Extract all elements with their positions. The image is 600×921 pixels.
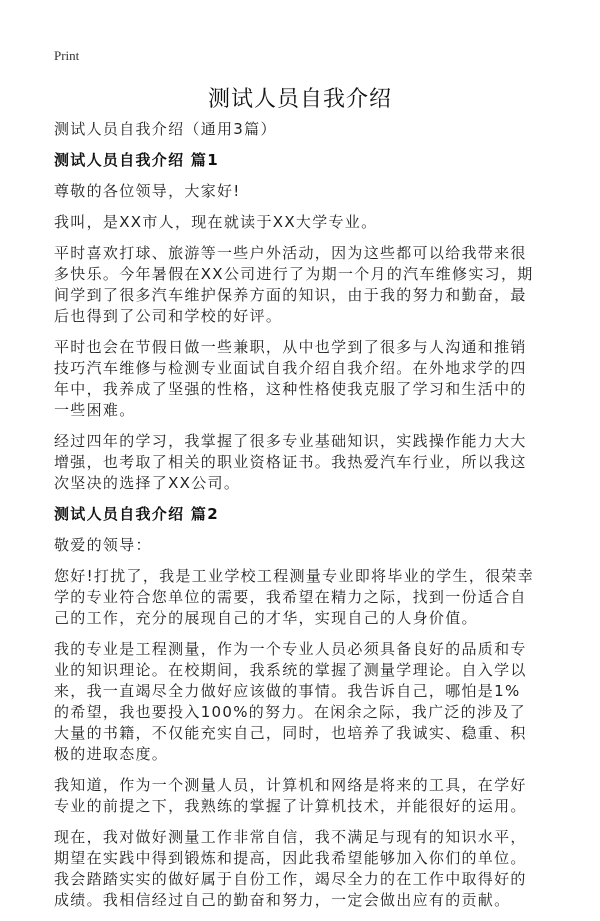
paragraph: 尊敬的各位领导，大家好! <box>54 182 241 200</box>
paragraph: 平时也会在节假日做一些兼职，从中也学到了很多与人沟通和推销技巧汽车维修与检测专业面试自我介绍自我介绍。在外地求学的四年中，我养成了坚强的性格，这种性格使我克服了学习和生活中的一些困难。 <box>54 338 527 419</box>
page-title: 测试人员自我介绍 <box>207 87 392 112</box>
paragraph: 经过四年的学习，我掌握了很多专业基础知识，实践操作能力大大增强，也考取了相关的职业资格证书。我热爱汽车行业，所以我这次坚决的选择了XX公司。 <box>54 432 527 492</box>
paragraph: 我的专业是工程测量，作为一个专业人员必须具备良好的品质和专业的知识理论。在校期间，我系统的掌握了测量学理论。自入学以来，我一直竭尽全力做好应该做的事情。我告诉自己，哪怕是1%的希望，我也要投入100%的努力。在闲余之际，我广泛的涉及了大量的书籍，不仅能充实自己，同时，也培养了我诚实、稳重、积极的进取态度。 <box>54 640 527 763</box>
document-body <box>54 119 536 921</box>
paragraph: 现在，我对做好测量工作非常自信，我不满足与现有的知识水平，期望在实践中得到锻炼和提高，因此我希望能够加入你们的单位。我会踏踏实实的做好属于自份工作，竭尽全力的在工作中取得好的成绩。我相信经过自己的勤奋和努力，一定会做出应有的贡献。 <box>54 828 527 909</box>
document-subtitle: 测试人员自我介绍（通用3篇） <box>54 120 277 138</box>
paragraph: 平时喜欢打球、旅游等一些户外活动，因为这些都可以给我带来很多快乐。今年暑假在XX公司进行了为期一个月的汽车维修实习，期间学到了很多汽车维护保养方面的知识，由于我的努力和勤奋，最后也得到了公司和学校的好评。 <box>54 244 534 325</box>
section-heading: 测试人员自我介绍 篇1 <box>54 151 219 169</box>
paragraph: 我叫，是XX市人，现在就读于XX大学专业。 <box>54 213 378 231</box>
print-link[interactable]: Print <box>54 48 80 63</box>
paragraph: 我知道，作为一个测量人员，计算机和网络是将来的工具，在学好专业的前提之下，我熟练的掌握了计算机技术，并能很好的运用。 <box>54 776 527 815</box>
section-heading: 测试人员自我介绍 篇2 <box>54 505 219 523</box>
paragraph: 敬爱的领导： <box>54 536 152 554</box>
paragraph: 您好!打扰了，我是工业学校工程测量专业即将毕业的学生，很荣幸学的专业符合您单位的需要，我希望在精力之际，找到一份适合自己的工作，充分的展现自己的才华，实现自己的人身价值。 <box>54 567 535 627</box>
